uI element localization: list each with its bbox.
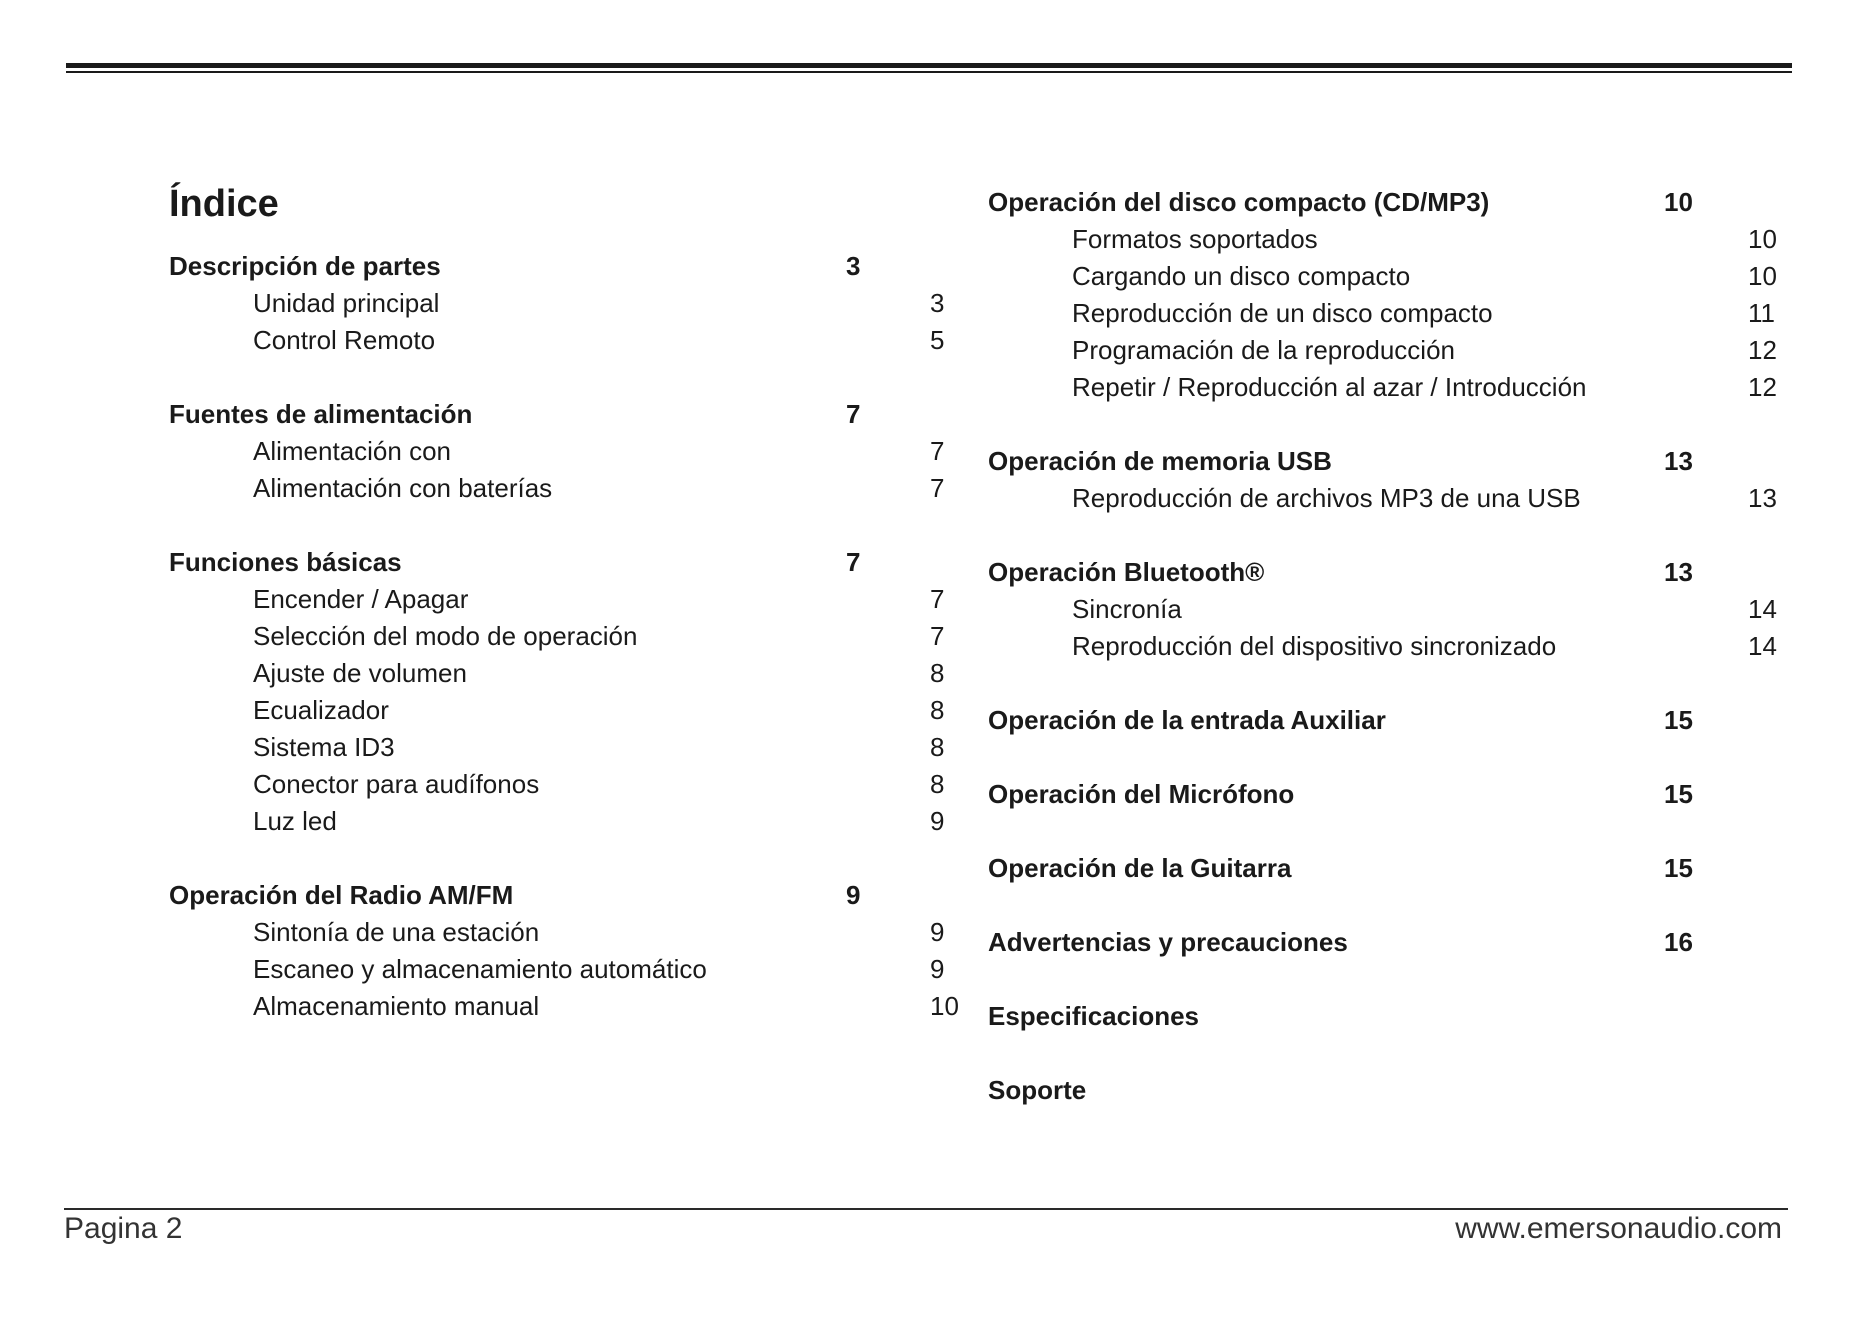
footer-page-label: Pagina 2: [64, 1212, 183, 1245]
toc-entry-title: Alimentación con baterías: [253, 473, 553, 503]
toc-subsection-entry: [169, 914, 945, 951]
toc-entry-title: Soporte: [988, 1075, 1087, 1105]
header-rule-thick: [66, 63, 1792, 68]
toc-entry-page-number: 9: [930, 806, 945, 836]
toc-entry-title: Escaneo y almacenamiento automático: [253, 954, 707, 984]
toc-entry-page-number: 7: [930, 584, 945, 614]
toc-entry-title: Sintonía de una estación: [253, 917, 540, 947]
toc-entry-title: Descripción de partes: [169, 251, 441, 281]
toc-spacer: [988, 665, 1708, 702]
toc-entry-title: Operación de memoria USB: [988, 446, 1332, 476]
toc-spacer: [988, 887, 1708, 924]
toc-entry-title: Conector para audífonos: [253, 769, 540, 799]
toc-entry-page-number: 15: [1664, 779, 1693, 809]
header-rule-thin: [66, 71, 1792, 73]
toc-entry-title: Formatos soportados: [1072, 224, 1318, 254]
toc-subsection-entry: [988, 258, 1777, 295]
toc-entry-title: Programación de la reproducción: [1072, 335, 1455, 365]
toc-entry-page-number: 10: [1748, 261, 1777, 291]
toc-spacer: [988, 517, 1708, 554]
toc-entry-page-number: 11: [1748, 298, 1775, 328]
toc-section-entry: [988, 702, 1708, 739]
toc-entry-title: Advertencias y precauciones: [988, 927, 1348, 957]
toc-entry-title: Fuentes de alimentación: [169, 399, 473, 429]
footer-website: www.emersonaudio.com: [1455, 1212, 1782, 1245]
toc-entry-page-number: 5: [930, 325, 945, 355]
toc-entry-page-number: 9: [930, 917, 945, 947]
toc-subsection-entry: [169, 470, 945, 507]
toc-spacer: [169, 840, 889, 877]
toc-entry-title: Reproducción de archivos MP3 de una USB: [1072, 483, 1581, 513]
toc-subsection-entry: [169, 803, 945, 840]
toc-section-entry: [988, 924, 1708, 961]
toc-entry-page-number: 10: [1664, 187, 1693, 217]
toc-subsection-entry: [988, 332, 1777, 369]
toc-spacer: [988, 406, 1708, 443]
toc-entry-page-number: 10: [1748, 224, 1777, 254]
toc-subsection-entry: [169, 766, 945, 803]
toc-entry-title: Funciones básicas: [169, 547, 402, 577]
toc-section-entry: [988, 554, 1708, 591]
toc-subsection-entry: [988, 591, 1777, 628]
toc-subsection-entry: [169, 692, 945, 729]
toc-subsection-entry: [169, 988, 959, 1025]
toc-entry-title: Ajuste de volumen: [253, 658, 467, 688]
toc-entry-title: Unidad principal: [253, 288, 440, 318]
toc-entry-title: Especificaciones: [988, 1001, 1199, 1031]
toc-entry-title: Sincronía: [1072, 594, 1182, 624]
toc-spacer: [988, 1035, 1708, 1072]
toc-entry-page-number: 12: [1748, 335, 1777, 365]
toc-entry-page-number: 15: [1664, 853, 1693, 883]
toc-spacer: [988, 813, 1708, 850]
toc-entry-page-number: 3: [930, 288, 945, 318]
toc-entry-page-number: 14: [1748, 631, 1777, 661]
toc-section-entry: [169, 248, 891, 285]
toc-spacer: [169, 507, 889, 544]
toc-entry-page-number: 8: [930, 769, 945, 799]
toc-entry-title: Operación del disco compacto (CD/MP3): [988, 187, 1490, 217]
toc-section-entry: [988, 443, 1708, 480]
toc-subsection-entry: [169, 581, 945, 618]
toc-entry-page-number: 7: [846, 547, 861, 577]
toc-entry-title: Alimentación con: [253, 436, 451, 466]
toc-entry-page-number: 8: [930, 695, 945, 725]
toc-spacer: [169, 359, 889, 396]
toc-entry-title: Reproducción del dispositivo sincronizado: [1072, 631, 1557, 661]
page-title: Índice: [169, 183, 279, 225]
toc-entry-title: Reproducción de un disco compacto: [1072, 298, 1493, 328]
toc-entry-page-number: 7: [930, 473, 945, 503]
toc-subsection-entry: [169, 433, 945, 470]
toc-section-entry: [988, 776, 1708, 813]
toc-right-column: [988, 184, 1777, 1109]
toc-subsection-entry: [169, 951, 945, 988]
toc-entry-page-number: 9: [930, 954, 945, 984]
toc-entry-page-number: 7: [930, 436, 945, 466]
toc-entry-title: Sistema ID3: [253, 732, 395, 762]
toc-entry-page-number: 15: [1664, 705, 1693, 735]
toc-entry-title: Control Remoto: [253, 325, 436, 355]
toc-entry-page-number: 7: [930, 621, 945, 651]
toc-entry-title: Encender / Apagar: [253, 584, 469, 614]
toc-spacer: [988, 961, 1708, 998]
toc-entry-title: Operación del Micrófono: [988, 779, 1295, 809]
toc-entry-title: Operación Bluetooth®: [988, 557, 1265, 587]
toc-subsection-entry: [169, 655, 945, 692]
toc-section-entry: [169, 877, 891, 914]
toc-left-column: [169, 248, 959, 1025]
toc-subsection-entry: [988, 480, 1777, 517]
toc-entry-title: Almacenamiento manual: [253, 991, 540, 1021]
toc-entry-title: Operación de la entrada Auxiliar: [988, 705, 1386, 735]
toc-subsection-entry: [988, 369, 1777, 406]
toc-spacer: [988, 739, 1708, 776]
toc-section-entry: [988, 1072, 1708, 1109]
toc-entry-page-number: 13: [1748, 483, 1777, 513]
toc-entry-page-number: 13: [1664, 446, 1693, 476]
toc-subsection-entry: [988, 221, 1777, 258]
toc-subsection-entry: [988, 628, 1777, 665]
toc-entry-page-number: 9: [846, 880, 861, 910]
toc-subsection-entry: [169, 322, 945, 359]
toc-subsection-entry: [988, 295, 1775, 332]
toc-entry-title: Operación del Radio AM/FM: [169, 880, 514, 910]
toc-subsection-entry: [169, 729, 945, 766]
toc-section-entry: [988, 998, 1708, 1035]
toc-section-entry: [169, 544, 891, 581]
toc-section-entry: [988, 184, 1708, 221]
toc-entry-title: Repetir / Reproducción al azar / Introducción: [1072, 372, 1587, 402]
toc-entry-page-number: 3: [846, 251, 861, 281]
toc-entry-title: Operación de la Guitarra: [988, 853, 1292, 883]
toc-entry-page-number: 10: [930, 991, 959, 1021]
toc-entry-title: Luz led: [253, 806, 337, 836]
toc-entry-title: Selección del modo de operación: [253, 621, 638, 651]
toc-entry-page-number: 14: [1748, 594, 1777, 624]
toc-entry-title: Cargando un disco compacto: [1072, 261, 1411, 291]
toc-entry-title: Ecualizador: [253, 695, 389, 725]
toc-entry-page-number: 8: [930, 658, 945, 688]
toc-subsection-entry: [169, 618, 945, 655]
toc-entry-page-number: 16: [1664, 927, 1693, 957]
toc-subsection-entry: [169, 285, 945, 322]
toc-entry-page-number: 7: [846, 399, 861, 429]
toc-entry-page-number: 12: [1748, 372, 1777, 402]
toc-section-entry: [169, 396, 891, 433]
toc-section-entry: [988, 850, 1708, 887]
toc-entry-page-number: 8: [930, 732, 945, 762]
toc-entry-page-number: 13: [1664, 557, 1693, 587]
